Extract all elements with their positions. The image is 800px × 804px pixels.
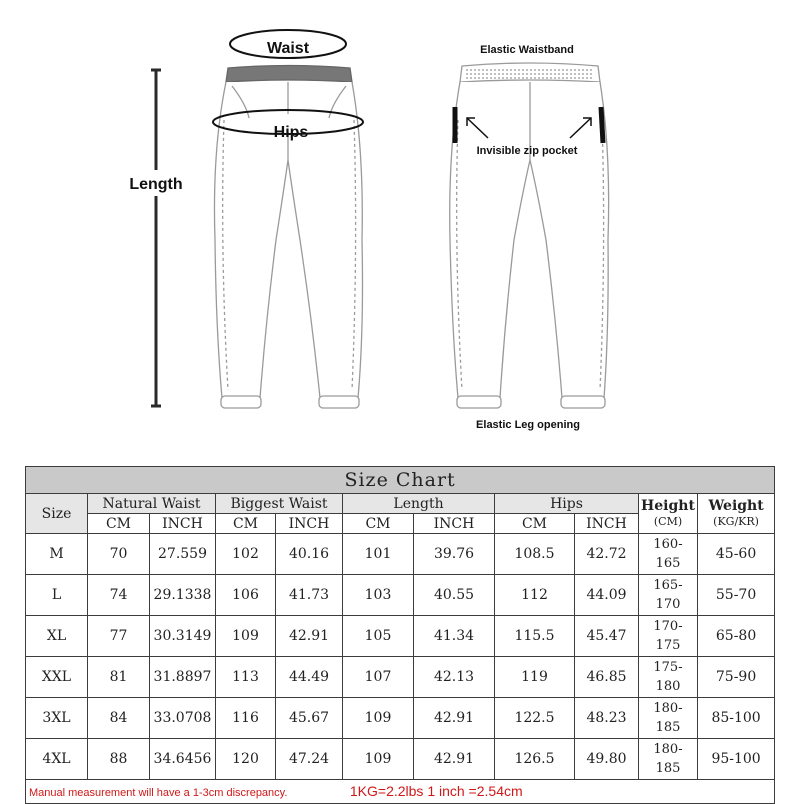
height-range-end: 185 (655, 761, 681, 776)
size-cell: M (26, 534, 88, 575)
natural-waist-cm-cell: 84 (88, 698, 150, 739)
height-range-end: 180 (655, 679, 681, 694)
weight-cell: 75-90 (698, 657, 775, 698)
hips-inch-header: INCH (575, 514, 639, 534)
length-cm-cell: 107 (343, 657, 414, 698)
size-chart-title: Size Chart (26, 467, 775, 494)
measurement-discrepancy-note: Manual measurement will have a 1-3cm discrepancy. (29, 786, 288, 799)
height-header (639, 494, 698, 534)
natural-waist-cm-cell: 88 (88, 739, 150, 780)
biggest-waist-cm-cell: 116 (216, 698, 276, 739)
biggest-waist-inch-cell: 47.24 (276, 739, 343, 780)
weight-cell: 65-80 (698, 616, 775, 657)
natural-waist-inch-header: INCH (150, 514, 216, 534)
height-range-start: 180- (653, 701, 683, 716)
biggest-waist-header: Biggest Waist (216, 494, 343, 514)
height-range-end: 165 (655, 556, 681, 571)
length-cm-header: CM (343, 514, 414, 534)
hips-cm-cell: 115.5 (495, 616, 575, 657)
length-measure-line (124, 70, 188, 406)
hips-cm-cell: 108.5 (495, 534, 575, 575)
table-row (26, 616, 775, 657)
biggest-waist-inch-cell: 41.73 (276, 575, 343, 616)
length-inch-cell: 39.76 (414, 534, 495, 575)
size-cell: 4XL (26, 739, 88, 780)
table-row (26, 534, 775, 575)
length-inch-cell: 42.91 (414, 739, 495, 780)
height-cell (639, 739, 698, 780)
length-cm-cell: 101 (343, 534, 414, 575)
height-cell (639, 698, 698, 739)
biggest-waist-inch-header: INCH (276, 514, 343, 534)
height-range-start: 175- (653, 660, 683, 675)
biggest-waist-cm-cell: 102 (216, 534, 276, 575)
biggest-waist-cm-cell: 113 (216, 657, 276, 698)
weight-cell: 95-100 (698, 739, 775, 780)
weight-cell: 45-60 (698, 534, 775, 575)
natural-waist-cm-cell: 81 (88, 657, 150, 698)
height-range-end: 170 (655, 597, 681, 612)
natural-waist-cm-cell: 74 (88, 575, 150, 616)
table-row (26, 657, 775, 698)
weight-cell: 85-100 (698, 698, 775, 739)
biggest-waist-cm-header: CM (216, 514, 276, 534)
size-chart-table (25, 466, 775, 804)
hips-inch-cell: 45.47 (575, 616, 639, 657)
biggest-waist-cm-cell: 106 (216, 575, 276, 616)
height-cell (639, 575, 698, 616)
hips-inch-cell: 42.72 (575, 534, 639, 575)
hips-inch-cell: 44.09 (575, 575, 639, 616)
biggest-waist-inch-cell: 44.49 (276, 657, 343, 698)
length-inch-cell: 41.34 (414, 616, 495, 657)
height-cell (639, 657, 698, 698)
natural-waist-header: Natural Waist (88, 494, 216, 514)
height-cell (639, 616, 698, 657)
weight-cell: 55-70 (698, 575, 775, 616)
length-inch-cell: 42.91 (414, 698, 495, 739)
length-header: Length (343, 494, 495, 514)
size-cell: XL (26, 616, 88, 657)
length-cm-cell: 105 (343, 616, 414, 657)
length-label: Length (129, 176, 183, 193)
height-range-end: 185 (655, 720, 681, 735)
natural-waist-inch-cell: 27.559 (150, 534, 216, 575)
hips-label: Hips (273, 124, 309, 141)
length-inch-cell: 40.55 (414, 575, 495, 616)
elastic-leg-opening-label: Elastic Leg opening (476, 419, 580, 431)
weight-header-label: Weight (708, 497, 764, 514)
size-cell: XXL (26, 657, 88, 698)
invisible-zip-pocket-label: Invisible zip pocket (476, 145, 578, 157)
hips-cm-cell: 122.5 (495, 698, 575, 739)
height-unit-label: (CM) (653, 514, 683, 528)
weight-header (698, 494, 775, 534)
hips-cm-header: CM (495, 514, 575, 534)
length-cm-cell: 109 (343, 739, 414, 780)
natural-waist-inch-cell: 29.1338 (150, 575, 216, 616)
table-row (26, 698, 775, 739)
height-range-end: 175 (655, 638, 681, 653)
length-inch-header: INCH (414, 514, 495, 534)
height-range-start: 165- (653, 578, 683, 593)
biggest-waist-inch-cell: 40.16 (276, 534, 343, 575)
length-inch-cell: 42.13 (414, 657, 495, 698)
natural-waist-inch-cell: 34.6456 (150, 739, 216, 780)
table-row (26, 575, 775, 616)
table-row (26, 739, 775, 780)
back-pants-drawing (450, 63, 609, 408)
biggest-waist-inch-cell: 42.91 (276, 616, 343, 657)
height-range-start: 160- (653, 537, 683, 552)
size-column-header: Size (26, 494, 88, 534)
right-zip-pocket (601, 107, 603, 143)
natural-waist-cm-cell: 77 (88, 616, 150, 657)
hips-cm-cell: 112 (495, 575, 575, 616)
hips-cm-cell: 119 (495, 657, 575, 698)
size-cell: 3XL (26, 698, 88, 739)
length-cm-cell: 109 (343, 698, 414, 739)
height-range-start: 170- (653, 619, 683, 634)
biggest-waist-inch-cell: 45.67 (276, 698, 343, 739)
weight-unit-label: (KG/KR) (713, 514, 759, 528)
natural-waist-cm-header: CM (88, 514, 150, 534)
size-cell: L (26, 575, 88, 616)
elastic-waistband-label: Elastic Waistband (480, 44, 574, 56)
length-cm-cell: 103 (343, 575, 414, 616)
natural-waist-inch-cell: 31.8897 (150, 657, 216, 698)
waist-label: Waist (266, 40, 310, 57)
natural-waist-cm-cell: 70 (88, 534, 150, 575)
biggest-waist-cm-cell: 109 (216, 616, 276, 657)
natural-waist-inch-cell: 33.0708 (150, 698, 216, 739)
height-header-label: Height (641, 497, 695, 514)
height-cell (639, 534, 698, 575)
unit-conversion-note: 1KG=2.2lbs 1 inch =2.54cm (349, 782, 523, 799)
biggest-waist-cm-cell: 120 (216, 739, 276, 780)
natural-waist-inch-cell: 30.3149 (150, 616, 216, 657)
hips-inch-cell: 49.80 (575, 739, 639, 780)
height-range-start: 180- (653, 742, 683, 757)
hips-inch-cell: 48.23 (575, 698, 639, 739)
hips-cm-cell: 126.5 (495, 739, 575, 780)
hips-header: Hips (495, 494, 639, 514)
hips-inch-cell: 46.85 (575, 657, 639, 698)
